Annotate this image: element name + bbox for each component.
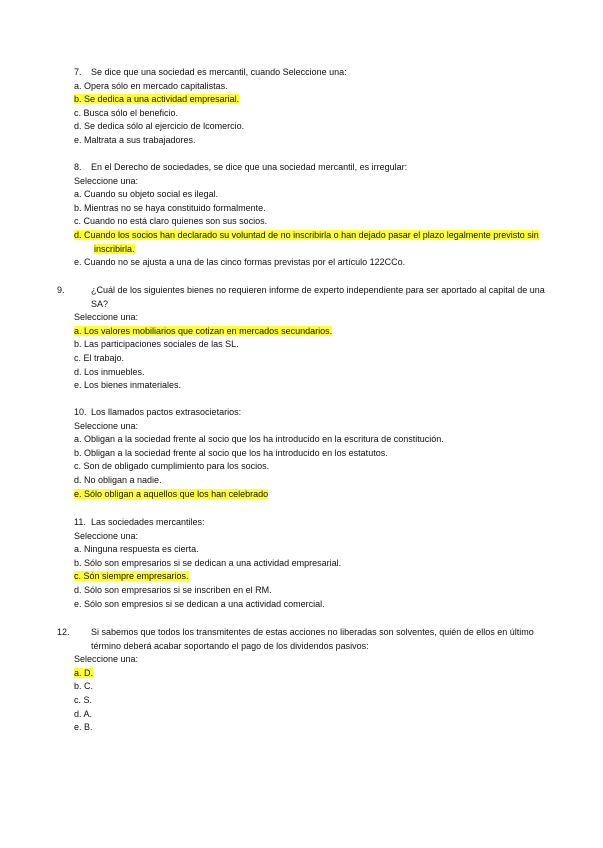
option-e: e. Maltrata a sus trabajadores. — [74, 134, 196, 145]
option-d: d. Sólo son empresarios si se inscriben en el RM. — [74, 584, 272, 595]
question-7 — [74, 66, 554, 148]
option-b — [74, 93, 554, 107]
question-prompt: Seleccione una: — [74, 312, 139, 323]
option-b: b. Obligan a la sociedad frente al socio que los ha introducido en los estatutos. — [74, 447, 388, 458]
question-number: 11. — [74, 517, 86, 527]
option-a — [74, 325, 554, 339]
question-number: 9. — [57, 285, 65, 295]
question-title — [57, 626, 554, 653]
option-c: c. El trabajo. — [74, 352, 125, 363]
question-prompt: Seleccione una: — [74, 530, 139, 541]
option-d: d. A. — [74, 708, 93, 719]
highlighted-answer: c. Són siempre empresarios. — [74, 571, 189, 582]
option-c: c. Son de obligado cumplimiento para los socios. — [74, 461, 270, 472]
question-number: 7. — [74, 67, 82, 77]
highlighted-answer: d. Cuando los socios han declarado su voluntad de no inscribirla o han dejado pasar el plazo legalmente previsto sin inscribirla. — [74, 229, 539, 254]
option-a: a. Obligan a la sociedad frente al socio que los ha introducido en la escritura de constitución. — [74, 434, 444, 445]
question-11 — [74, 516, 554, 611]
question-title — [57, 284, 554, 311]
question-text: Si sabemos que todos los transmitentes de estas acciones no liberadas son solventes, quién de ellos en último término deberá acabar soportando el pago de los dividendos pasivos: — [91, 627, 534, 651]
question-title — [74, 66, 554, 80]
option-c — [74, 570, 554, 584]
option-b: b. Mientras no se haya constituido formalmente. — [74, 202, 266, 213]
question-prompt: Seleccione una: — [74, 654, 139, 665]
option-e: e. Cuando no se ajusta a una de las cinco formas previstas por el artículo 122CCo. — [74, 257, 406, 268]
option-b: b. C. — [74, 681, 94, 692]
question-text: Las sociedades mercantiles: — [91, 517, 205, 527]
question-number: 12. — [57, 627, 70, 637]
question-text: Se dice que una sociedad es mercantil, cuando Seleccione una: — [91, 67, 347, 77]
option-a: a. Cuando su objeto social es ilegal. — [74, 189, 219, 200]
question-8 — [74, 161, 554, 270]
option-e: e. Sólo son empresios si se dedican a una actividad comercial. — [74, 598, 325, 609]
option-d: d. No obligan a nadie. — [74, 474, 162, 485]
question-title — [74, 516, 554, 530]
option-c: c. S. — [74, 694, 93, 705]
question-prompt: Seleccione una: — [74, 420, 139, 431]
option-b: b. Sólo son empresarios si se dedican a una actividad empresarial. — [74, 557, 342, 568]
question-number: 8. — [74, 162, 82, 172]
option-e: e. Los bienes inmateriales. — [74, 380, 182, 391]
option-c: c. Busca sólo el beneficio. — [74, 107, 179, 118]
option-a — [74, 667, 554, 681]
question-9 — [57, 284, 554, 393]
option-e: e. B. — [74, 722, 93, 733]
option-d: d. Los inmuebles. — [74, 366, 145, 377]
question-12 — [57, 626, 554, 735]
question-text: ¿Cuál de los siguientes bienes no requieren informe de experto independiente para ser aportado al capital de una SA? — [91, 285, 545, 309]
option-b: b. Las participaciones sociales de las SL. — [74, 339, 239, 350]
option-a: a. Opera sólo en mercado capitalistas. — [74, 80, 228, 91]
option-e — [74, 488, 554, 502]
option-c: c. Cuando no está claro quienes son sus socios. — [74, 216, 268, 227]
question-text: Los llamados pactos extrasocietarios: — [91, 407, 242, 417]
highlighted-answer: a. Los valores mobiliarios que cotizan en mercados secundarios. — [74, 325, 333, 336]
question-title — [74, 406, 554, 420]
highlighted-answer: e. Sólo obligan a aquellos que los han celebrado — [74, 488, 269, 499]
question-title — [74, 161, 554, 175]
question-10 — [74, 406, 554, 501]
highlighted-answer: a. D. — [74, 667, 94, 678]
question-prompt: Seleccione una: — [74, 175, 139, 186]
option-d — [74, 229, 554, 256]
question-text: En el Derecho de sociedades, se dice que una sociedad mercantil, es irregular: — [91, 162, 408, 172]
question-number: 10. — [74, 407, 87, 417]
option-a: a. Ninguna respuesta es cierta. — [74, 544, 199, 555]
highlighted-answer: b. Se dedica a una actividad empresarial. — [74, 94, 240, 105]
option-d: d. Se dedica sólo al ejercicio de lcomercio. — [74, 121, 245, 132]
